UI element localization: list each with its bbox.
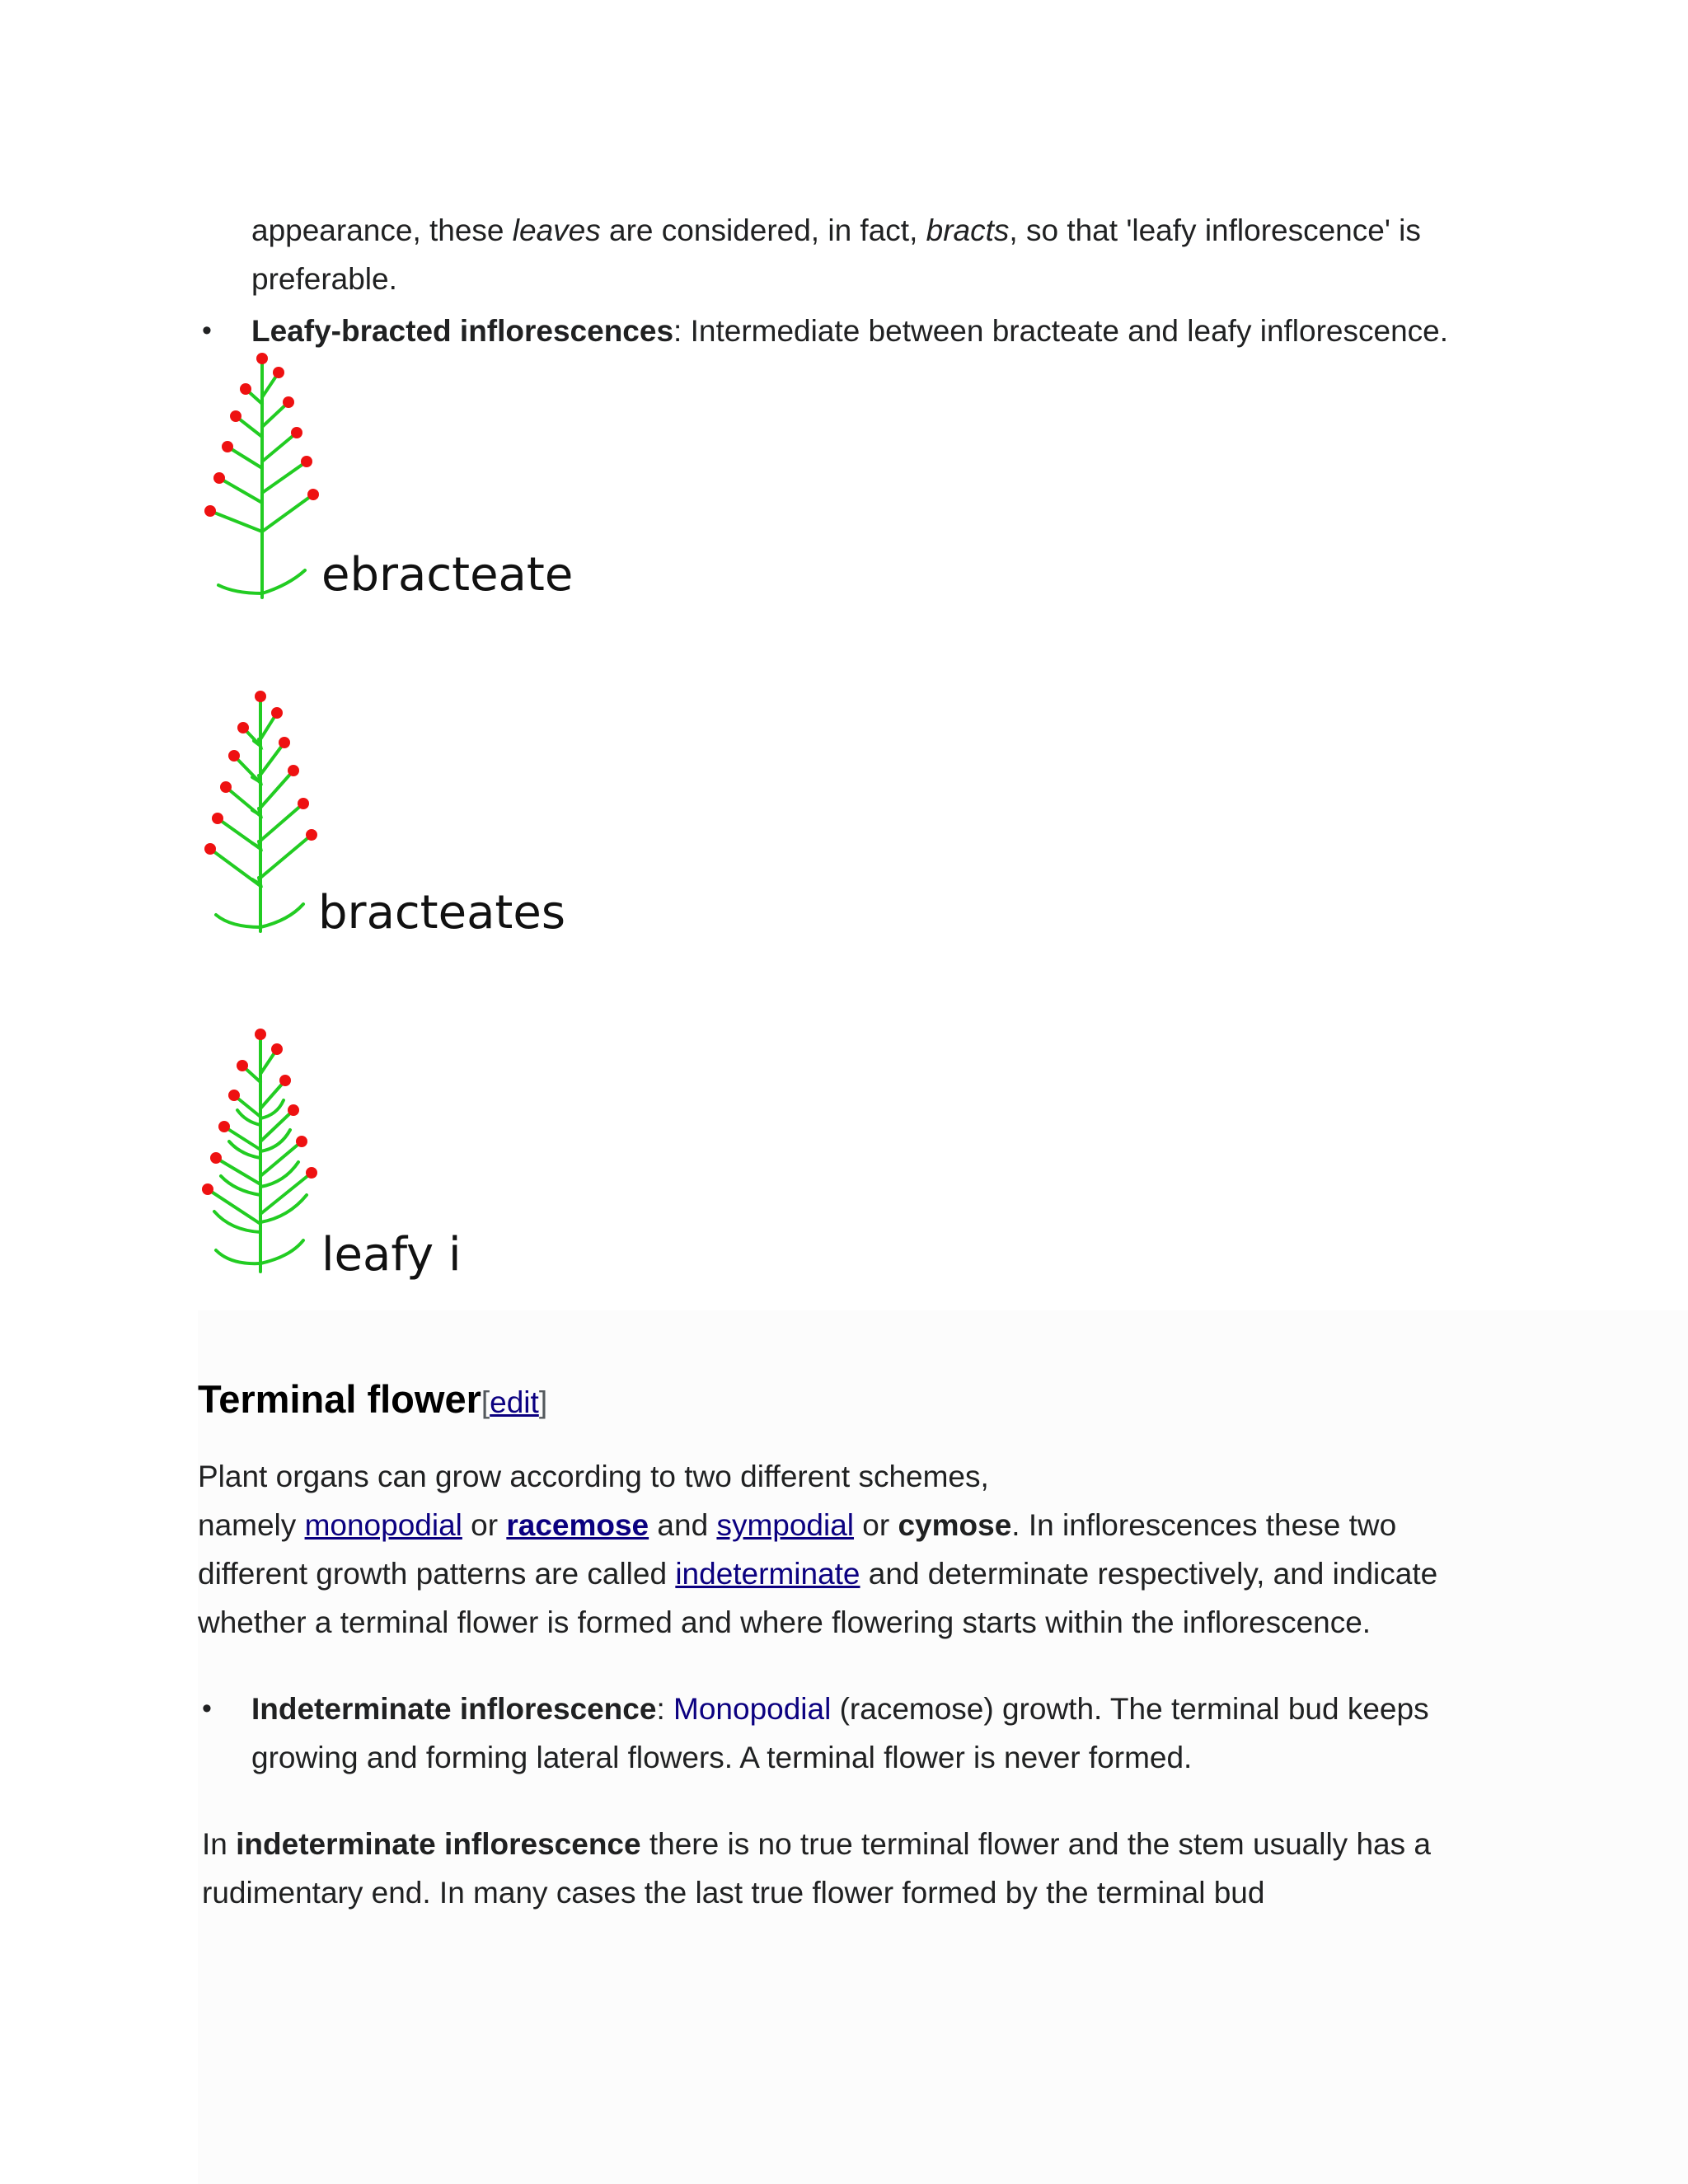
bracket: ]	[538, 1385, 548, 1419]
figure-label-ebracteate: ebracteate	[321, 548, 574, 602]
text: , so that 'leafy inflorescence' is	[1009, 213, 1421, 247]
heading-title: Terminal flower	[198, 1377, 481, 1421]
edit-link[interactable]: edit	[490, 1385, 539, 1419]
text: preferable.	[251, 262, 397, 296]
paragraph-growth-schemes	[198, 1452, 1517, 1647]
text: whether a terminal flower is formed and where flowering starts within the inflorescence.	[198, 1605, 1372, 1639]
text: growing and forming lateral flowers. A terminal flower is never formed.	[251, 1741, 1193, 1774]
top-fragment	[251, 206, 1488, 303]
emphasis-bracts: bracts	[926, 213, 1010, 247]
text: . In inflorescences these two	[1011, 1508, 1397, 1542]
ebracteate-diagram	[198, 346, 330, 606]
text: In	[202, 1827, 237, 1861]
emphasis-leaves: leaves	[512, 213, 601, 247]
term-leafy-bracted: Leafy-bracted inflorescences	[251, 314, 674, 348]
bullet-leafy-bracted	[251, 307, 1537, 355]
bullet-dot: •	[202, 315, 212, 346]
link-indeterminate[interactable]: indeterminate	[675, 1557, 860, 1591]
link-monopodial-2[interactable]: Monopodial	[673, 1692, 832, 1726]
bracket: [	[481, 1385, 490, 1419]
text: rudimentary end. In many cases the last true flower formed by the terminal bud	[202, 1876, 1265, 1910]
text: or	[462, 1508, 507, 1542]
text: are considered, in fact,	[600, 213, 926, 247]
text: namely	[198, 1508, 305, 1542]
text: and	[649, 1508, 717, 1542]
text: or	[854, 1508, 898, 1542]
text: there is no true terminal flower and the stem usually has a	[640, 1827, 1431, 1861]
leafy-diagram	[198, 1026, 330, 1273]
bracteates-diagram	[198, 688, 330, 935]
term-indeterminate-inflorescence: indeterminate inflorescence	[236, 1827, 641, 1861]
link-monopodial[interactable]: monopodial	[304, 1508, 462, 1542]
section-heading-terminal-flower	[198, 1376, 547, 1422]
link-sympodial[interactable]: sympodial	[716, 1508, 855, 1542]
text: different growth patterns are called	[198, 1557, 676, 1591]
bullet-indeterminate	[251, 1685, 1537, 1782]
term-cymose: cymose	[898, 1508, 1012, 1542]
text: Plant organs can grow according to two different schemes,	[198, 1460, 989, 1493]
term-indeterminate: Indeterminate inflorescence	[251, 1692, 657, 1726]
paragraph-indeterminate	[202, 1820, 1521, 1917]
text: (racemose) growth. The terminal bud keeps	[831, 1692, 1429, 1726]
figure-label-bracteates: bracteates	[318, 886, 565, 940]
link-racemose[interactable]: racemose	[506, 1508, 649, 1542]
bullet-dot: •	[202, 1693, 212, 1724]
text: and determinate respectively, and indicate	[860, 1557, 1438, 1591]
figure-label-leafy: leafy i	[321, 1228, 462, 1282]
text: : Intermediate between bracteate and leafy inflorescence.	[673, 314, 1449, 348]
text: appearance, these	[251, 213, 513, 247]
text: :	[656, 1692, 674, 1726]
edit-section	[481, 1385, 547, 1419]
